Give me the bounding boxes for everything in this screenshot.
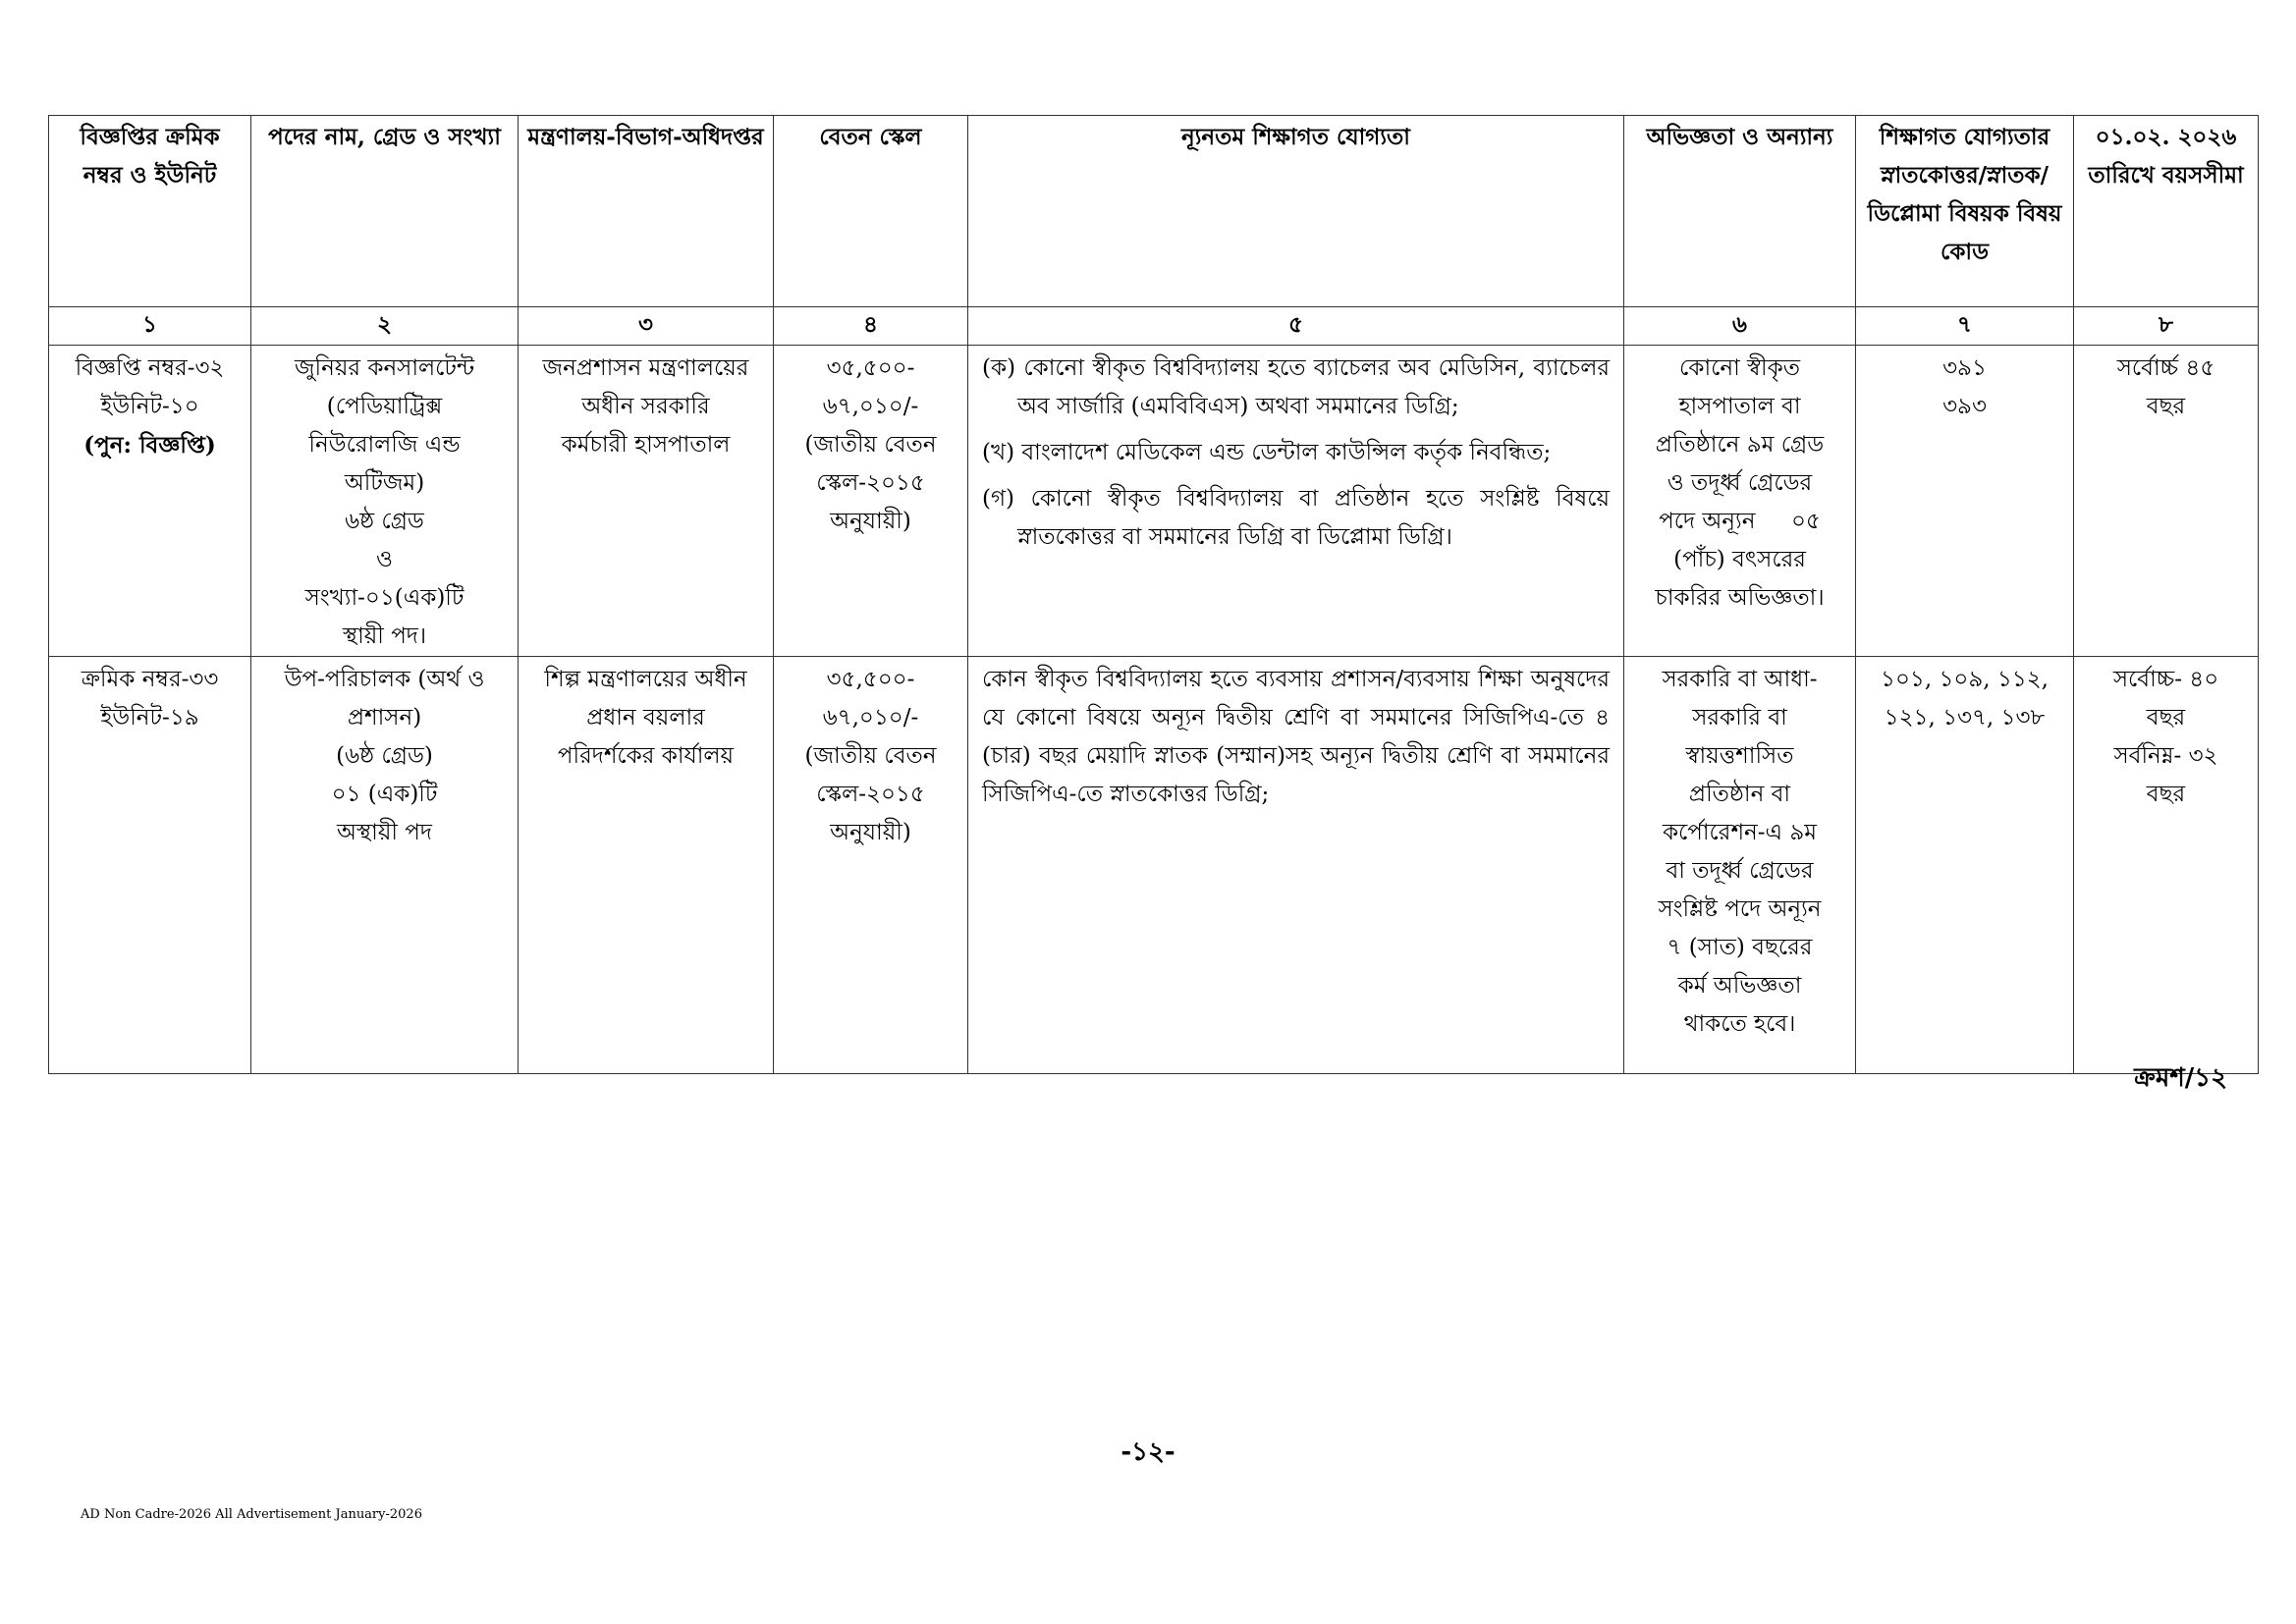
ministry-line: প্রধান বয়লার xyxy=(586,705,705,731)
unit-number: ইউনিট-১৯ xyxy=(100,705,199,731)
experience-line: চাকরির অভিজ্ঞতা। xyxy=(1655,585,1825,611)
pay-scale-line: স্কেল-২০১৫ xyxy=(816,782,925,807)
column-number: ৩ xyxy=(519,307,774,346)
post-line: জুনিয়র কনসালটেন্ট xyxy=(294,355,475,381)
advertisement-table xyxy=(48,115,2259,1074)
experience-line: কর্ম অভিজ্ঞতা xyxy=(1677,973,1802,999)
post-line: অস্থায়ী পদ xyxy=(337,820,432,845)
continuation-label: ক্রমশ/১২ xyxy=(2134,1063,2227,1093)
pay-scale-line: স্কেল-২০১৫ xyxy=(816,470,925,496)
age-limit-line: বছর xyxy=(2146,782,2186,807)
qualification-text: কোন স্বীকৃত বিশ্ববিদ্যালয় হতে ব্যবসায় প্রশাসন/ব্যবসায় শিক্ষা অনুষদের যে কোনো বিষয়ে অন্যূন দ্বিতীয় শ্রেণি বা সমমানের সিজিপিএ-তে ৪ (চার) বছর মেয়াদি স্নাতক (সম্মান)সহ অন্যূন দ্বিতীয় শ্রেণি বা সমমানের সিজিপিএ-তে স্নাতকোত্তর ডিগ্রি; xyxy=(982,667,1610,807)
pay-scale-line: ৬৭,০১০/- xyxy=(822,394,919,419)
post-line: (পেডিয়াট্রিক্স xyxy=(326,394,443,419)
ministry-line: অধীন সরকারি xyxy=(581,394,710,419)
header-serial-unit: বিজ্ঞপ্তির ক্রমিক নম্বর ও ইউনিট xyxy=(49,116,251,307)
ministry-line: কর্মচারী হাসপাতাল xyxy=(561,432,731,458)
footer-text: AD Non Cadre-2026 All Advertisement January-2026 xyxy=(81,1507,422,1522)
age-limit-line: সর্বোর্চ্চ ৪৫ xyxy=(2116,355,2215,381)
post-line: নিউরোলজি এন্ড xyxy=(308,432,461,458)
column-number: ৪ xyxy=(774,307,968,346)
unit-number: ইউনিট-১০ xyxy=(100,394,199,419)
post-line: উপ-পরিচালক (অর্থ ও xyxy=(284,667,485,692)
column-number: ২ xyxy=(251,307,519,346)
pay-scale-line: (জাতীয় বেতন xyxy=(804,743,937,769)
cell-post xyxy=(251,346,519,657)
serial-number: বিজ্ঞপ্তি নম্বর-৩২ xyxy=(75,355,225,381)
subject-code: ৩৯১ xyxy=(1942,355,1987,381)
re-notice-label: (পুন: বিজ্ঞপ্তি) xyxy=(83,432,216,459)
pay-scale-line: ৩৫,৫০০- xyxy=(826,355,915,381)
post-line: ৬ষ্ঠ গ্রেড xyxy=(345,509,424,534)
ministry-line: পরিদর্শকের কার্যালয় xyxy=(557,743,735,769)
cell-serial-unit xyxy=(49,346,251,657)
age-limit-line: বছর xyxy=(2146,394,2186,419)
header-pay-scale: বেতন স্কেল xyxy=(774,116,968,307)
column-number: ৬ xyxy=(1624,307,1856,346)
qualification-item: (গ) কোনো স্বীকৃত বিশ্ববিদ্যালয় বা প্রতিষ্ঠান হতে সংশ্লিষ্ট বিষয়ে স্নাতকোত্তর বা সমমানের ডিগ্রি বা ডিপ্লোমা ডিগ্রি। xyxy=(982,486,1610,550)
post-line: ০১ (এক)টি xyxy=(331,782,438,807)
experience-line: হাসপাতাল বা xyxy=(1678,394,1801,419)
column-number: ৫ xyxy=(968,307,1624,346)
age-limit-line: বছর xyxy=(2146,705,2186,731)
post-line: সংখ্যা-০১(এক)টি xyxy=(304,585,465,611)
cell-subject-code xyxy=(1856,657,2074,1074)
experience-line: স্বায়ত্তশাসিত xyxy=(1685,743,1794,769)
cell-ministry xyxy=(519,346,774,657)
serial-number: ক্রমিক নম্বর-৩৩ xyxy=(81,667,219,692)
experience-line: সরকারি বা আধা- xyxy=(1662,667,1818,692)
post-line: প্রশাসন) xyxy=(347,705,422,731)
subject-code: ১২১, ১৩৭, ১৩৮ xyxy=(1884,705,2046,731)
header-row xyxy=(49,116,2259,307)
cell-subject-code xyxy=(1856,346,2074,657)
cell-pay-scale xyxy=(774,346,968,657)
qualification-item: (ক) কোনো স্বীকৃত বিশ্ববিদ্যালয় হতে ব্যাচেলর অব মেডিসিন, ব্যাচেলর অব সার্জারি (এমবিবিএস) অথবা সমমানের ডিগ্রি; xyxy=(982,355,1610,419)
age-limit-line: সর্বোচ্চ- ৪০ xyxy=(2112,667,2219,692)
header-ministry: মন্ত্রণালয়-বিভাগ-অধিদপ্তর xyxy=(519,116,774,307)
age-limit-line: সর্বনিম্ন- ৩২ xyxy=(2113,743,2218,769)
experience-line: বা তদূর্ধ্ব গ্রেডের xyxy=(1666,858,1814,884)
experience-line: থাকতে হবে। xyxy=(1683,1011,1796,1037)
cell-experience xyxy=(1624,346,1856,657)
experience-line: পদে অন্যূন ০৫ xyxy=(1659,509,1821,534)
column-number: ৮ xyxy=(2074,307,2259,346)
pay-scale-line: অনুযায়ী) xyxy=(830,820,911,845)
header-age-limit: ০১.০২. ২০২৬ তারিখে বয়সসীমা xyxy=(2074,116,2259,307)
cell-serial-unit xyxy=(49,657,251,1074)
column-number-row xyxy=(49,307,2259,346)
page-number: -১২- xyxy=(1121,1437,1175,1467)
header-experience: অভিজ্ঞতা ও অন্যান্য xyxy=(1624,116,1856,307)
header-subject-code: শিক্ষাগত যোগ্যতার স্নাতকোত্তর/স্নাতক/ ডিপ্লোমা বিষয়ক বিষয় কোড xyxy=(1856,116,2074,307)
pay-scale-line: ৬৭,০১০/- xyxy=(822,705,919,731)
qualification-item: (খ) বাংলাদেশ মেডিকেল এন্ড ডেন্টাল কাউন্সিল কর্তৃক নিবন্ধিত; xyxy=(982,440,1552,465)
cell-education xyxy=(968,657,1624,1074)
pay-scale-line: অনুযায়ী) xyxy=(830,509,911,534)
cell-experience xyxy=(1624,657,1856,1074)
cell-post xyxy=(251,657,519,1074)
experience-line: কোনো স্বীকৃত xyxy=(1679,355,1800,381)
experience-line: (পাঁচ) বৎসরের xyxy=(1673,547,1806,572)
post-line: ও xyxy=(376,547,393,572)
column-number: ১ xyxy=(49,307,251,346)
subject-code: ১০১, ১০৯, ১১২, xyxy=(1881,667,2049,692)
header-post: পদের নাম, গ্রেড ও সংখ্যা xyxy=(251,116,519,307)
experience-line: প্রতিষ্ঠানে ৯ম গ্রেড xyxy=(1655,432,1825,458)
experience-line: ও তদূর্ধ্ব গ্রেডের xyxy=(1667,470,1813,496)
pay-scale-line: ৩৫,৫০০- xyxy=(826,667,915,692)
experience-line: সরকারি বা xyxy=(1692,705,1787,731)
cell-age-limit xyxy=(2074,657,2259,1074)
post-line: স্থায়ী পদ। xyxy=(342,623,427,649)
experience-line: কর্পোরেশন-এ ৯ম xyxy=(1662,820,1818,845)
post-line: (৬ষ্ঠ গ্রেড) xyxy=(336,743,433,769)
cell-age-limit xyxy=(2074,346,2259,657)
cell-ministry xyxy=(519,657,774,1074)
cell-pay-scale xyxy=(774,657,968,1074)
table-row xyxy=(49,346,2259,657)
header-education: ন্যূনতম শিক্ষাগত যোগ্যতা xyxy=(968,116,1624,307)
column-number: ৭ xyxy=(1856,307,2074,346)
pay-scale-line: (জাতীয় বেতন xyxy=(804,432,937,458)
table-row xyxy=(49,657,2259,1074)
ministry-line: জনপ্রশাসন মন্ত্রণালয়ের xyxy=(542,355,749,381)
experience-line: প্রতিষ্ঠান বা xyxy=(1688,782,1791,807)
post-line: অটিজম) xyxy=(344,470,425,496)
experience-line: ৭ (সাত) বছরের xyxy=(1667,935,1813,960)
cell-education xyxy=(968,346,1624,657)
experience-line: সংশ্লিষ্ট পদে অন্যূন xyxy=(1658,896,1822,922)
ministry-line: শিল্প মন্ত্রণালয়ের অধীন xyxy=(544,667,747,692)
subject-code: ৩৯৩ xyxy=(1942,394,1987,419)
